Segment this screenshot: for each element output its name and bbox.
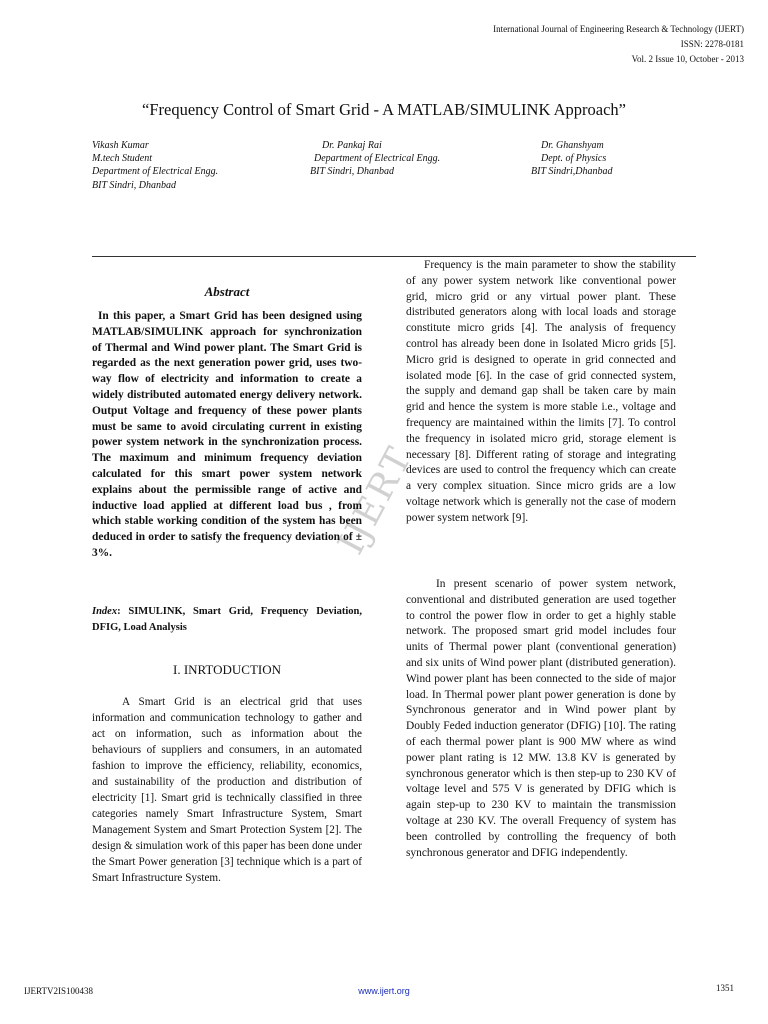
abstract-heading: Abstract <box>204 284 250 299</box>
journal-name: International Journal of Engineering Research & Technology (IJERT) <box>493 24 744 34</box>
header-divider <box>92 256 696 257</box>
paper-id: IJERTV2IS100438 <box>24 986 93 996</box>
author-role: Department of Electrical Engg. <box>314 153 441 165</box>
watermark: IJERT <box>330 439 421 562</box>
scenario-paragraph: In present scenario of power system network, conventional and distributed generation are used together to control the power flow in order to get a highly stable network. The proposed smart grid model includes four units of Thermal power plant (conventional generation) and six units of Wind power plant (distributed generation). Wind power plant has been connected to the side of major load. In Thermal power plant power generation is done by Synchronous generator and in Wind power plant by Doubly Feded induction generator (DFIG) [10]. The rating of each thermal power plant is 900 MW where as wind power plant rating is 12 MW. 13.8 KV is generated by synchronous generator which is then step-up to 230 KV of voltage level and 575 V is generated by DFIG which is again step-up to 230 KV to maintain the transmission voltage at 230 KV. The overall Frequency of system has been controlled by controlling the frequency of both synchronous generator and DFIG independently. <box>406 578 676 859</box>
paper-title: “Frequency Control of Smart Grid - A MATLAB/SIMULINK Approach” <box>142 100 626 119</box>
author-inst: BIT Sindri, Dhanbad <box>310 166 394 178</box>
journal-volume: Vol. 2 Issue 10, October - 2013 <box>631 54 744 64</box>
footer-link-wrap <box>0 986 768 996</box>
journal-url-link[interactable]: www.ijert.org <box>358 986 410 996</box>
index-values: : SIMULINK, Smart Grid, Frequency Deviation, DFIG, Load Analysis <box>92 606 362 633</box>
author-block-3 <box>531 139 613 179</box>
introduction-paragraph: A Smart Grid is an electrical grid that uses information and communication technology to gather and act on information, such as information about the behaviours of suppliers and consumers, in an automated fashion to improve the efficiency, reliability, economics, and sustainability of the production and distribution of electricity [1]. Smart grid is technically classified in three categories namely Smart Infrastructure System, Smart Management System and Smart Protection System [2]. The design & simulation work of this paper has been done under the Smart Power generation [3] technique which is a part of Smart Infrastructure System. <box>92 696 362 884</box>
author-role: M.tech Student <box>92 153 152 165</box>
abstract-text <box>92 309 362 562</box>
abstract-paragraph: In this paper, a Smart Grid has been designed using MATLAB/SIMULINK approach for synchronization of Thermal and Wind power plant. The Smart Grid is regarded as the next generation power grid, uses two-way flow of electricity and information to create a widely distributed automated energy delivery network. Output Voltage and frequency of these power plants must be same to avoid circulating current in existing power system network in the synchronization process. The maximum and minimum frequency deviation calculated for this smart power system network explains about the permissible range of active and inductive load applied at different load bus , from which stable working condition of the system has been deduced in order to satisfy the frequency deviation of ± 3%. <box>92 310 362 559</box>
journal-header <box>493 22 744 67</box>
index-terms <box>92 604 362 635</box>
page-number: 1351 <box>716 983 734 993</box>
author-name: Dr. Ghanshyam <box>541 140 604 151</box>
right-column-paragraph-1 <box>406 258 676 527</box>
author-inst: BIT Sindri, Dhanbad <box>92 179 176 191</box>
frequency-paragraph: Frequency is the main parameter to show the stability of any power system network like conventional power grid, micro grid or any virtual power plant. These distributed generators along with local loads and storage constitute micro grids [4]. The analysis of frequency control has already been done in Isolated Micro grids [5]. Micro grid is designed to operate in grid connected and isolated mode [6]. In the case of grid connected system, the supply and demand gap shall be taken care by main grid and hence the system is more stable i.e., voltage and frequency are maintained within the limits [7]. To control the frequency in isolated micro grid, storage element is necessary [8]. Different rating of storage and integrating devices are used to control the frequency which can create a very complex situation. Since micro grids are a low voltage network which is generally not the case of modern power system network [9]. <box>406 259 676 524</box>
section-heading-introduction: I. INRTODUCTION <box>172 662 282 677</box>
right-column-paragraph-2 <box>406 577 676 861</box>
author-name: Dr. Pankaj Rai <box>322 140 382 151</box>
author-dept: Department of Electrical Engg. <box>92 166 219 178</box>
author-block-2 <box>310 139 440 179</box>
author-inst: BIT Sindri,Dhanbad <box>531 166 613 178</box>
author-block-1 <box>92 139 218 192</box>
author-name: Vikash Kumar <box>92 140 149 151</box>
journal-issn: ISSN: 2278-0181 <box>680 39 744 49</box>
author-role: Dept. of Physics <box>541 153 607 165</box>
index-label: Index <box>92 606 118 617</box>
introduction-text <box>92 694 362 886</box>
